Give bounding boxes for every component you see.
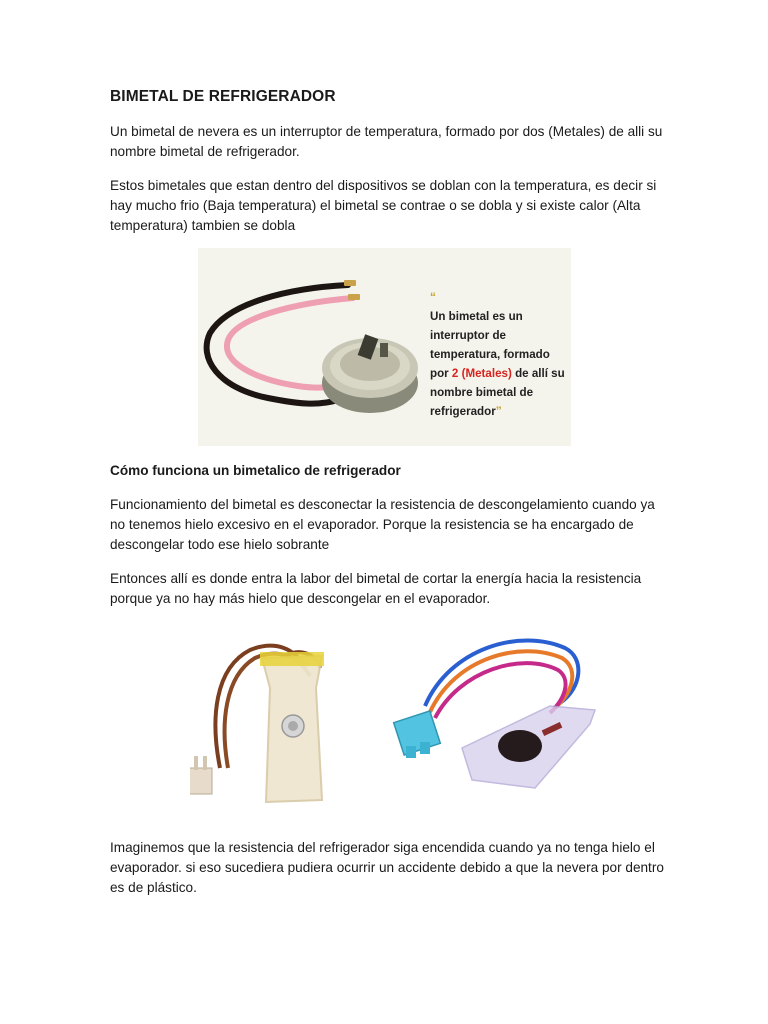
quote-text-2: de allí su nombre bimetal de refrigerador [430,367,565,418]
close-quote-mark: ” [495,404,502,418]
paragraph-2: Estos bimetales que estan dentro del dispositivos se doblan con la temperatura, es decir si hay mucho frio (Baja temperatura) el bimetal se contrae o se dobla y si existe calor (Alta temperatura) tambien se dobla [110,178,657,233]
page-title: BIMETAL DE REFRIGERADOR [110,88,336,105]
quote-text-1: Un bimetal es un interruptor de temperatura, formado por [430,310,550,380]
thermostats-illustration [190,628,610,808]
quote-number: 2 [451,367,459,380]
paragraph-1: Un bimetal de nevera es un interruptor de temperatura, formado por dos (Metales) de alli su nombre bimetal de refrigerador. [110,124,663,159]
defrost-thermostats-photo [190,628,610,808]
section-heading: Cómo funciona un bimetalico de refrigerador [110,463,401,478]
paragraph-5: Imaginemos que la resistencia del refrigerador siga encendida cuando ya no tenga hielo el evaporador. si eso sucediera pudiera ocurrir un accidente debido a que la nevera por dentro es de plástico. [110,840,664,895]
paragraph-3: Funcionamiento del bimetal es desconectar la resistencia de descongelamiento cuando ya no tenemos hielo excesivo en el evaporador. Porque la resistencia se ha encargado de descongelar todo ese hielo sobrante [110,497,655,552]
open-quote-mark: “ [430,290,436,304]
quote-red-text: (Metales) [461,367,512,380]
image-quote [430,288,570,421]
bimetal-photo-with-quote [198,248,571,446]
paragraph-4: Entonces allí es donde entra la labor del bimetal de cortar la energía hacia la resistencia porque ya no hay más hielo que descongelar en el evaporador. [110,571,642,606]
